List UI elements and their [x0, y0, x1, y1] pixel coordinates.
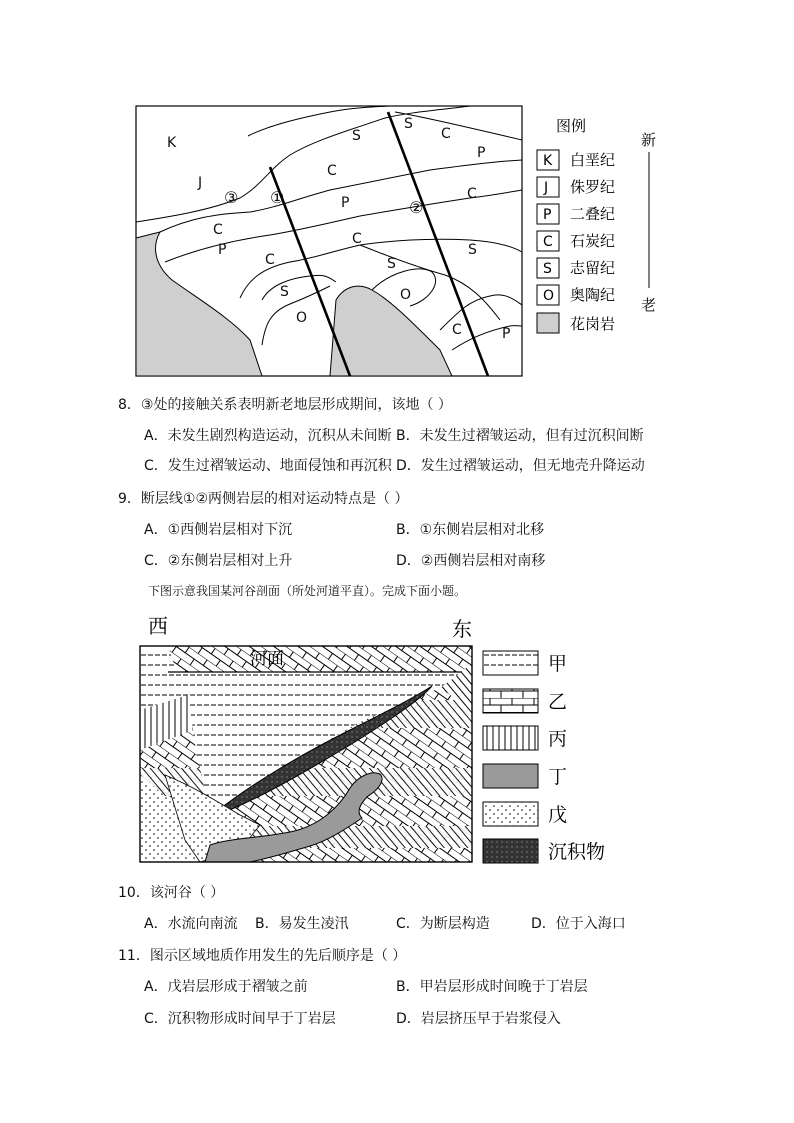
legend-code: P [543, 207, 552, 223]
valley-section [140, 646, 472, 862]
question-11-option-c[interactable]: C．沉积物形成时间早于丁岩层 [144, 1011, 336, 1027]
label-o: O [296, 310, 308, 326]
question-10-option-a[interactable]: A．水流向南流 [144, 916, 238, 932]
question-9-option-b[interactable]: B．①东侧岩层相对北移 [396, 522, 545, 538]
label-c: C [441, 126, 451, 142]
label-s: S [468, 242, 477, 258]
label-c: C [467, 186, 477, 202]
marker-3: ③ [224, 188, 239, 207]
question-11-option-d[interactable]: D．岩层挤压早于岩浆侵入 [396, 1011, 561, 1027]
marker-1: ① [270, 188, 285, 207]
question-11-option-b[interactable]: B．甲岩层形成时间晚于丁岩层 [396, 979, 588, 995]
legend-bing: 丙 [548, 728, 568, 750]
legend-title: 图例 [556, 117, 587, 135]
question-10-option-c[interactable]: C．为断层构造 [396, 916, 490, 932]
label-p: P [502, 326, 511, 342]
question-9-option-d[interactable]: D．②西侧岩层相对南移 [396, 553, 546, 569]
legend-name: 白垩纪 [570, 151, 616, 169]
valley-section-figure [0, 600, 794, 870]
question-10-option-b[interactable]: B．易发生凌汛 [255, 916, 349, 932]
legend-code: C [543, 234, 553, 250]
legend-wu: 戊 [548, 804, 568, 826]
scale-top: 新 [641, 131, 657, 149]
label-k: K [167, 135, 177, 151]
label-p: P [477, 145, 486, 161]
legend-ding: 丁 [548, 766, 568, 788]
legend-name: 石炭纪 [570, 232, 616, 250]
legend-jia: 甲 [548, 653, 568, 675]
scale-bottom: 老 [641, 296, 657, 314]
legend-name: 侏罗纪 [570, 178, 616, 196]
label-c: C [452, 322, 462, 338]
legend-code: O [543, 288, 555, 304]
label-s: S [387, 256, 396, 272]
intro-text: 下图示意我国某河谷剖面（所处河道平直）。完成下面小题。 [148, 584, 467, 598]
legend-code: K [543, 153, 553, 169]
question-9-option-a[interactable]: A．①西侧岩层相对下沉 [144, 522, 293, 538]
legend-name: 志留纪 [570, 259, 616, 277]
question-8-option-d[interactable]: D．发生过褶皱运动，但无地壳升降运动 [396, 458, 645, 474]
question-8-option-a[interactable]: A．未发生剧烈构造运动，沉积从未间断 [144, 428, 392, 444]
legend-name: 花岗岩 [570, 315, 616, 333]
label-s: S [352, 128, 361, 144]
question-9-option-c[interactable]: C．②东侧岩层相对上升 [144, 553, 293, 569]
question-11-stem: 11．图示区域地质作用发生的先后顺序是（ ） [118, 948, 407, 964]
question-10-stem: 10．该河谷（ ） [118, 885, 225, 901]
question-9-stem: 9．断层线①②两侧岩层的相对运动特点是（ ） [118, 491, 409, 507]
question-8-option-c[interactable]: C．发生过褶皱运动、地面侵蚀和再沉积 [144, 458, 392, 474]
legend-name: 二叠纪 [570, 205, 616, 223]
geologic-map [136, 106, 522, 376]
section-legend [483, 651, 605, 863]
question-8-stem: 8．③处的接触关系表明新老地层形成期间，该地（ ） [118, 397, 452, 413]
river-surface-label: 河面 [250, 649, 284, 669]
label-o: O [400, 287, 412, 303]
question-8-option-b[interactable]: B．未发生过褶皱运动，但有过沉积间断 [396, 428, 644, 444]
marker-2: ② [409, 198, 424, 217]
question-11-option-a[interactable]: A．戊岩层形成于褶皱之前 [144, 979, 308, 995]
legend-code: S [543, 261, 552, 277]
legend-sediment: 沉积物 [548, 841, 606, 863]
east-label: 东 [452, 617, 472, 641]
legend-yi: 乙 [548, 691, 568, 713]
question-10-option-d[interactable]: D．位于入海口 [531, 916, 626, 932]
label-c: C [352, 231, 362, 247]
legend-name: 奥陶纪 [570, 286, 616, 304]
label-p: P [218, 242, 227, 258]
label-j: J [198, 175, 203, 191]
label-c: C [213, 222, 223, 238]
label-c: C [265, 252, 275, 268]
geologic-map-figure [0, 0, 794, 385]
map-legend [537, 117, 656, 333]
legend-code: J [544, 180, 549, 196]
label-p: P [341, 195, 350, 211]
label-s: S [280, 284, 289, 300]
label-s: S [404, 116, 413, 132]
label-c: C [327, 163, 337, 179]
west-label: 西 [148, 614, 168, 638]
